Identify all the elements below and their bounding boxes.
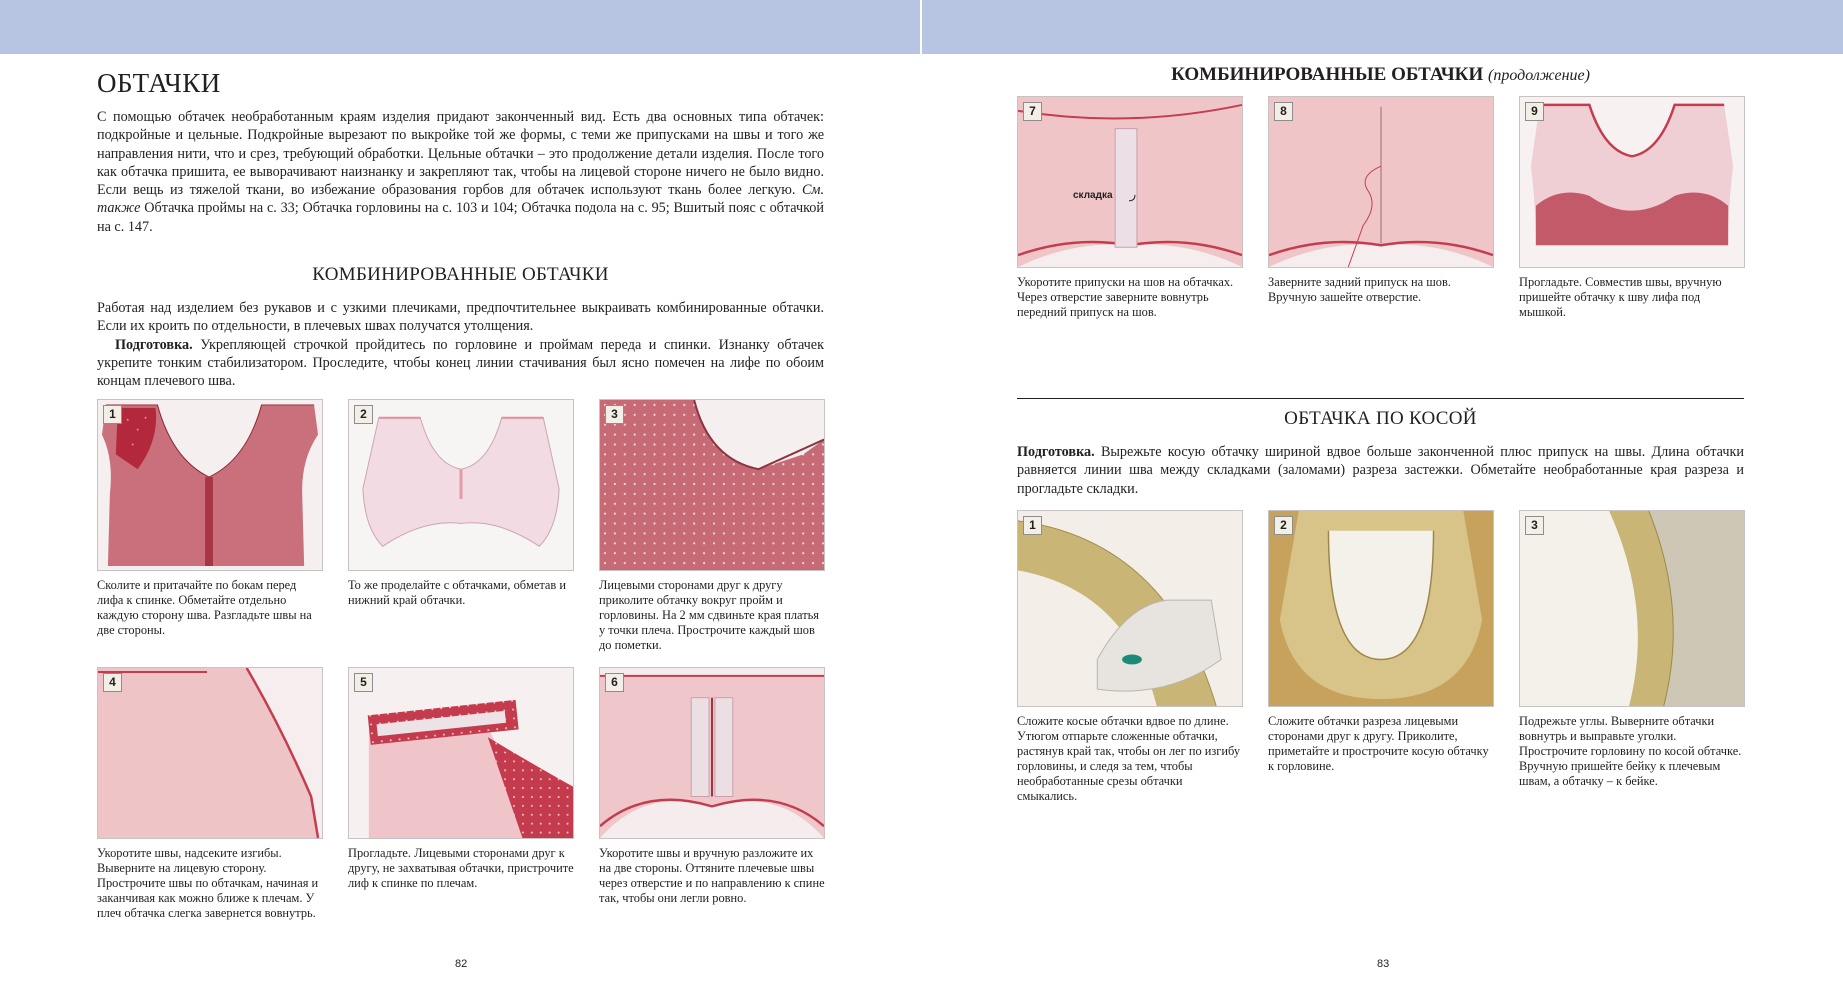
step-photo [348,399,574,571]
section-divider [1017,398,1744,399]
step-caption: Прогладьте. Совместив швы, вручную пришейте обтачку к шву лифа под мышкой. [1519,275,1722,319]
pinned-bodice-photo [600,400,824,570]
neckline-photo [1269,511,1493,706]
step-number-badge: 2 [354,405,373,424]
step-caption: То же проделайте с обтачками, обметав и нижний край обтачки. [348,578,566,607]
bias-step-1 [1017,510,1243,804]
bias-step-3 [1519,510,1745,789]
step-photo [1519,96,1745,268]
step-number-badge: 1 [1023,516,1042,535]
turned-facing-photo [1520,511,1744,706]
step-number-badge: 8 [1274,102,1293,121]
step-caption: Укоротите швы, надсеките изгибы. Выверните на лицевую сторону. Прострочите швы по обтачкам, начиная и заканчивая как можно ближе к плечам. У плеч обтачка слегка завернется вовнутрь. [97,846,319,920]
step-number-badge: 3 [1525,516,1544,535]
section-title-combined: КОМБИНИРОВАННЫЕ ОБТАЧКИ [312,264,609,285]
iron-photo [1018,511,1242,706]
step-caption: Сложите обтачки разреза лицевыми сторонами друг к другу. Приколите, приметайте и прострочите косую обтачку к горловине. [1268,714,1489,773]
hand-stitch-photo [1269,97,1493,267]
step-number-badge: 7 [1023,102,1042,121]
step-photo [1268,510,1494,707]
step-3 [599,399,825,653]
section-title-bias: ОБТАЧКА ПО КОСОЙ [1284,408,1477,429]
step-4 [97,667,323,921]
step-caption: Прогладьте. Лицевыми сторонами друг к другу, не захватывая обтачки, пристрочите лиф к спинке по плечам. [348,846,574,890]
see-also-text: Обтачка проймы на с. 33; Обтачка горловины на с. 103 и 104; Обтачка подола на с. 95; Вшитый пояс с обтачкой на с. 147. [97,200,824,235]
prep-text: Вырежьте косую обтачку шириной вдвое больше законченной плюс припуск на швы. Длина обтачки равняется линии шва между складками (заломами) разреза застежки. Обметайте необработанные края разреза и прогладьте складки. [1017,444,1744,497]
step-number-badge: 9 [1525,102,1544,121]
facing-photo [349,400,573,570]
intro-text: С помощью обтачек необработанным краям изделия придают законченный вид. Есть два основных типа обтачек: подкройные и цельные. Подкройные вырезают по выкройке той же формы, с теми же припусками на швы и того же направления нити, что и срез, требующий обработки. Цельные обтачки – это продолжение детали изделия. После того как обтачка пришита, ее выворачивают наизнанку и закрепляют так, чтобы на лицевой стороне ничего не было видно. Если вещь из тяжелой ткани, во избежание образования горбов для обтачек используют ткань более легкую. [97,109,824,199]
section-text: Работая над изделием без рукавов и с узкими плечиками, предпочтительнее выкраивать комбинированные обтачки. Если их кроить по отдельности, в плечевых швах получатся утолщения. [97,300,824,335]
step-photo [348,667,574,839]
step-photo [1017,96,1243,268]
prep-text: Укрепляющей строчкой пройдитесь по горловине и проймам переда и спинки. Изнанку обтачек укрепите тонким стабилизатором. Проследите, чтобы конец линии стачивания был ясно помечен на лифе по обоим концам плечевого шва. [97,336,824,390]
step-6 [599,667,825,906]
step-photo [1268,96,1494,268]
pink-bodice-photo [98,668,322,838]
step-caption: Заверните задний припуск на шов. Вручную зашейте отверстие. [1268,275,1451,304]
bias-step-2 [1268,510,1494,774]
page-number: 83 [1377,958,1390,970]
intro-paragraph [97,108,824,236]
step-photo [599,399,825,571]
prep-label: Подготовка. [115,336,193,353]
section-paragraph [97,299,824,390]
step-caption: Лицевыми сторонами друг к другу приколите обтачку вокруг пройм и горловины. На 2 мм сдвиньте края платья у точки плеча. Прострочите каждый шов до пометки. [599,578,820,652]
step-number-badge: 1 [103,405,122,424]
step-photo [599,667,825,839]
finished-bodice-photo [1520,97,1744,267]
fold-back-photo [1018,97,1242,267]
header-band-right [922,0,1843,54]
header-band-left [0,0,920,54]
step-caption: Сколите и притачайте по бокам перед лифа к спинке. Обметайте отдельно каждую сторону шва. Разгладьте швы на две стороны. [97,578,312,637]
step-2 [348,399,574,608]
step-number-badge: 6 [605,673,624,692]
see-also-label: См. также [97,182,825,217]
bodice-photo [98,400,322,570]
step-1 [97,399,323,638]
step-7 [1017,96,1243,320]
page-number: 82 [455,958,468,970]
step-caption: Укоротите припуски на шов на обтачках. Через отверстие заверните вовнутрь передний припуск на шов. [1017,275,1234,319]
shoulder-seam-photo [349,668,573,838]
continued-title-suffix: (продолжение) [1488,67,1590,84]
step-9 [1519,96,1745,320]
step-number-badge: 3 [605,405,624,424]
step-photo [97,399,323,571]
step-caption: Сложите косые обтачки вдвое по длине. Утюгом отпарьте сложенные обтачки, растянув край так, чтобы он лег по изгибу горловины, и следя за тем, чтобы необработанные срезы обтачки смыкались. [1017,714,1241,803]
step-caption: Подрежьте углы. Выверните обтачки вовнутрь и выправьте уголки. Прострочите горловину по косой обтачке. Вручную пришейте бейку к плечевым швам, а обтачку – к бейке. [1519,714,1742,788]
pressed-seams-photo [600,668,824,838]
bias-prep-paragraph [1017,443,1744,498]
step-photo [1017,510,1243,707]
page-83 [921,54,1843,1000]
step-number-badge: 2 [1274,516,1293,535]
page-82 [0,54,921,1000]
step-5 [348,667,574,891]
continued-title-main: КОМБИНИРОВАННЫЕ ОБТАЧКИ [1171,64,1484,85]
step-number-badge: 4 [103,673,122,692]
step-caption: Укоротите швы и вручную разложите их на две стороны. Оттяните плечевые швы через отверстие и по направлению к спине так, чтобы они легли ровно. [599,846,825,905]
page-title: ОБТАЧКИ [97,68,221,98]
step-photo [1519,510,1745,707]
continued-title [1017,64,1744,86]
step-number-badge: 5 [354,673,373,692]
step-8 [1268,96,1494,305]
prep-label: Подготовка. [1017,444,1095,460]
step-photo [97,667,323,839]
fold-label: складка [1073,190,1113,201]
